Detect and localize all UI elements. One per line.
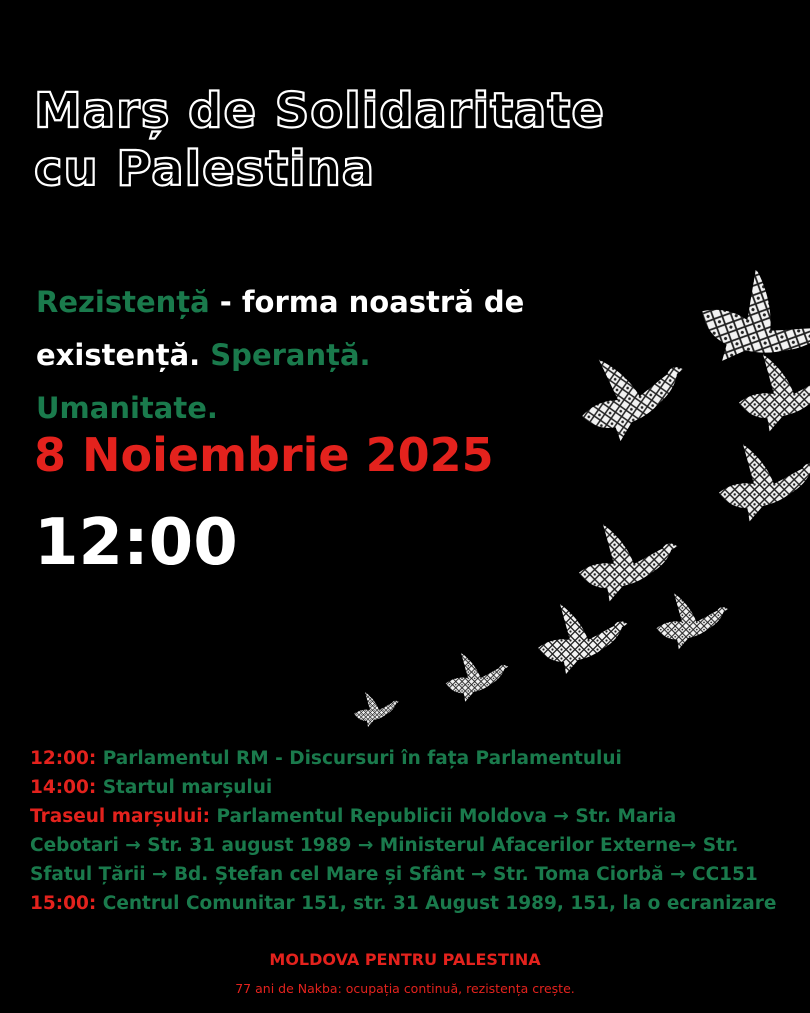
schedule <box>30 744 800 918</box>
schedule-item-start <box>30 773 800 802</box>
slogan-resistance: Rezistență <box>36 285 210 319</box>
schedule-item-speeches <box>30 744 800 773</box>
dove-icon <box>446 653 509 702</box>
title-line-2: cu Palestina <box>34 141 376 197</box>
slogan-existence: - forma noastră de existență. <box>36 285 525 372</box>
dove-icon <box>719 444 810 521</box>
organization-name: MOLDOVA PENTRU PALESTINA <box>269 950 541 969</box>
poster-title <box>34 82 605 198</box>
event-time: 12:00 <box>34 506 238 580</box>
event-date: 8 Noiembrie 2025 <box>34 428 494 482</box>
schedule-text: Centrul Comunitar 151, str. 31 August 1989, 151, la o ecranizare <box>96 893 777 914</box>
dove-icon <box>579 524 678 601</box>
schedule-item-screening <box>30 889 800 918</box>
dove-icon <box>573 345 694 446</box>
schedule-text: Parlamentul RM - Discursuri în fața Parlamentului <box>96 748 622 769</box>
route-label: Traseul marșului: <box>30 806 211 827</box>
slogan-humanity: Umanitate. <box>36 391 218 425</box>
schedule-route-1 <box>30 802 800 831</box>
dove-icon <box>687 270 810 398</box>
schedule-route-3: Sfatul Țării → Bd. Ștefan cel Mare și Sfânt → Str. Toma Ciorbă → CC151 <box>30 864 758 885</box>
title-line-1: Marș de Solidaritate <box>34 83 605 139</box>
schedule-time: 14:00: <box>30 777 97 798</box>
route-text: Parlamentul Republicii Moldova → Str. Maria <box>210 806 677 827</box>
schedule-route-2: Cebotari → Str. 31 august 1989 → Ministerul Afacerilor Externe→ Str. <box>30 835 739 856</box>
schedule-time: 15:00: <box>30 893 97 914</box>
dove-icon <box>656 593 728 649</box>
doves-illustration <box>330 270 810 740</box>
slogan-hope: Speranță. <box>200 338 371 372</box>
dove-icon <box>739 354 810 431</box>
tagline: 77 ani de Nakba: ocupația continuă, rezistența crește. <box>235 981 575 996</box>
dove-icon <box>354 692 399 727</box>
schedule-text: Startul marșului <box>96 777 273 798</box>
dove-icon <box>538 604 628 674</box>
schedule-time: 12:00: <box>30 748 97 769</box>
